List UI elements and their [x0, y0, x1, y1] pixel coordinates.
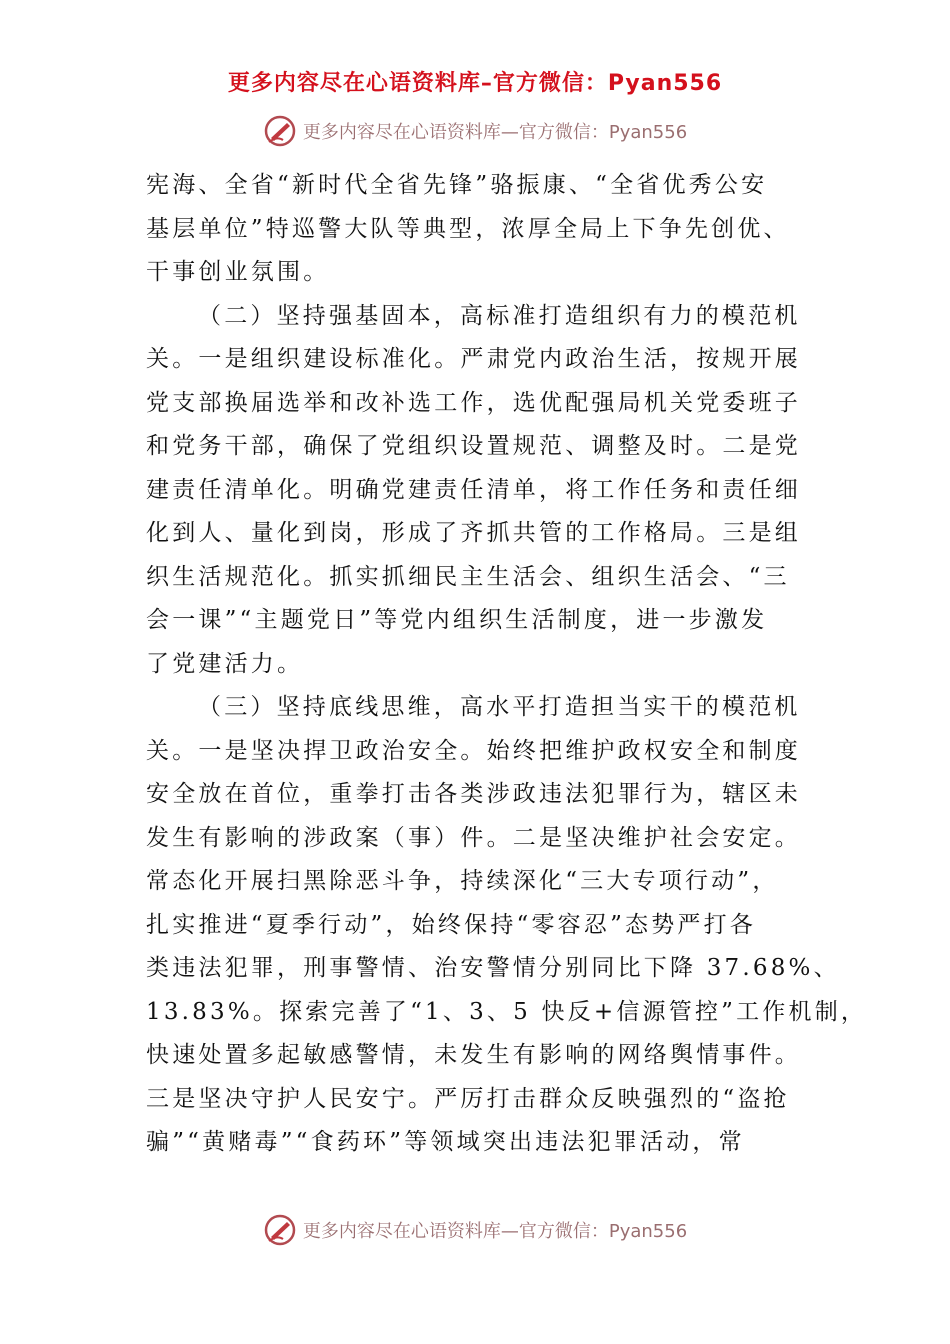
pen-logo-icon [263, 114, 297, 148]
body-line: 发生有影响的涉政案（事）件。二是坚决维护社会安定。 [146, 824, 801, 851]
body-line: 关。一是坚决捍卫政治安全。始终把维护政权安全和制度 [146, 737, 801, 764]
body-line: 扎实推进“夏季行动”，始终保持“零容忍”态势严打各 [146, 911, 757, 938]
body-line: 会一课”“主题党日”等党内组织生活制度，进一步激发 [146, 607, 768, 633]
body-line: 化到人、量化到岗，形成了齐抓共管的工作格局。三是组 [146, 520, 801, 546]
body-line: 基层单位”特巡警大队等典型，浓厚全局上下争先创优、 [146, 215, 790, 242]
section-heading-line: （二）坚持强基固本，高标准打造组织有力的模范机 [198, 302, 801, 329]
body-line: 宪海、全省“新时代全省先锋”骆振康、“全省优秀公安 [146, 172, 768, 198]
document-body [146, 164, 868, 1165]
section-heading-line: （三）坚持底线思维，高水平打造担当实干的模范机 [198, 694, 801, 720]
body-line: 三是坚决守护人民安宁。严厉打击群众反映强烈的“盗抢 [146, 1085, 790, 1112]
body-line: 骗”“黄赌毒”“食药环”等领域突出违法犯罪活动，常 [146, 1129, 745, 1155]
body-line: 常态化开展扫黑除恶斗争，持续深化“三大专项行动”， [146, 868, 779, 894]
body-line: 织生活规范化。抓实抓细民主生活会、组织生活会、“三 [146, 563, 790, 590]
footer-watermark [0, 1213, 950, 1247]
body-line: 快速处置多起敏感警情，未发生有影响的网络舆情事件。 [146, 1042, 801, 1068]
body-line: 干事创业氛围。 [146, 259, 330, 285]
body-line: 了党建活力。 [146, 650, 304, 677]
body-line: 类违法犯罪，刑事警情、治安警情分别同比下降 37.68%、 [146, 955, 840, 981]
pen-logo-icon [263, 1213, 297, 1247]
body-line: 建责任清单化。明确党建责任清单，将工作任务和责任细 [146, 476, 801, 503]
header-watermark [0, 114, 950, 148]
body-line: 13.83%。探索完善了“1、3、5 快反+信源管控”工作机制， [146, 998, 868, 1025]
body-line: 党支部换届选举和改补选工作，选优配强局机关党委班子 [146, 389, 801, 416]
body-line: 关。一是组织建设标准化。严肃党内政治生活，按规开展 [146, 346, 801, 372]
body-line: 和党务干部，确保了党组织设置规范、调整及时。二是党 [146, 433, 801, 459]
footer-watermark-text: 更多内容尽在心语资料库—官方微信：Pyan556 [302, 1221, 688, 1242]
top-banner: 更多内容尽在心语资料库–官方微信：Pyan556 [227, 71, 723, 96]
body-line: 安全放在首位，重拳打击各类涉政违法犯罪行为，辖区未 [146, 781, 801, 807]
header-watermark-text: 更多内容尽在心语资料库—官方微信：Pyan556 [302, 122, 688, 143]
